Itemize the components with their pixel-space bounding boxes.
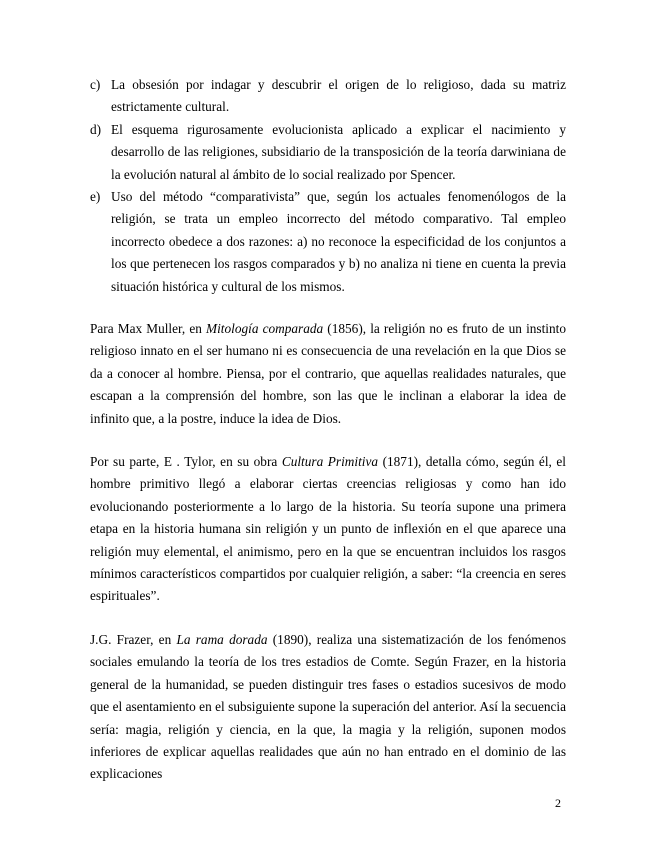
book-title: La rama dorada (176, 632, 268, 647)
paragraph-text: (1871), detalla cómo, según él, el hombre primitivo llegó a elaborar ciertas creencias religiosas y como han ido evolucionando posteriormente a lo largo de la historia. Su teoría supone una primera etapa en la historia humana sin religión y un punto de inflexión en el que aparece una religión muy elemental, el animismo, pero en la que se encuentran incluidos los rasgos mínimos característicos compartidos por cualquier religión, a saber: “la creencia en seres espirituales”. (90, 454, 566, 604)
book-title: Cultura Primitiva (281, 454, 379, 469)
paragraph-muller (90, 318, 566, 430)
list-item-text: Uso del método “comparativista” que, según los actuales fenomenólogos de la religión, se trata un empleo incorrecto del método comparativo. Tal empleo incorrecto obedece a dos razones: a) no reconoce la especificidad de los conjuntos a los que pertenecen los rasgos comparados y b) no analiza ni tiene en cuenta la previa situación histórica y cultural de los mismos. (111, 189, 566, 294)
list-item (90, 119, 566, 186)
list-marker: c) (90, 77, 101, 92)
paragraph-text: Por su parte, E . Tylor, en su obra (90, 454, 282, 469)
paragraph-text: (1890), realiza una sistematización de los fenómenos sociales emulando la teoría de los tres estadios de Comte. Según Frazer, en la historia general de la humanidad, se pueden distinguir tres fases o estadios sucesivos de modo que el asentamiento en el subsiguiente supone la superación del anterior. Así la secuencia sería: magia, religión y ciencia, en la que, la magia y la religión, suponen modos inferiores de explicar aquellas realidades que aún no han entrado en el dominio de las explicaciones (90, 632, 566, 782)
paragraph-text: (1856), la religión no es fruto de un instinto religioso innato en el ser humano ni es consecuencia de una revelación en la que Dios se da a conocer al hombre. Piensa, por el contrario, que aquellas realidades naturales, que escapan a la comprensión del hombre, son las que le inclinan a elaborar la idea de infinito que, a la postre, induce la idea de Dios. (90, 321, 566, 426)
list-item (90, 186, 566, 298)
paragraph-frazer (90, 629, 566, 786)
enumerated-list (90, 74, 566, 298)
list-item-text: La obsesión por indagar y descubrir el origen de lo religioso, dada su matriz estrictamente cultural. (111, 77, 566, 115)
paragraph-text: Para Max Muller, en (90, 321, 207, 336)
paragraph-text: J.G. Frazer, en (90, 632, 177, 647)
list-marker: d) (90, 121, 102, 137)
book-title: Mitología comparada (206, 321, 324, 336)
page-number: 2 (555, 796, 561, 810)
list-item-text: El esquema rigurosamente evolucionista aplicado a explicar el nacimiento y desarrollo de las religiones, subsidiario de la transposición de la teoría darwiniana de la evolución natural al ámbito de lo social realizado por Spencer. (111, 121, 566, 182)
list-marker: e) (90, 189, 101, 205)
list-item (90, 74, 566, 119)
paragraph-tylor (90, 451, 566, 608)
